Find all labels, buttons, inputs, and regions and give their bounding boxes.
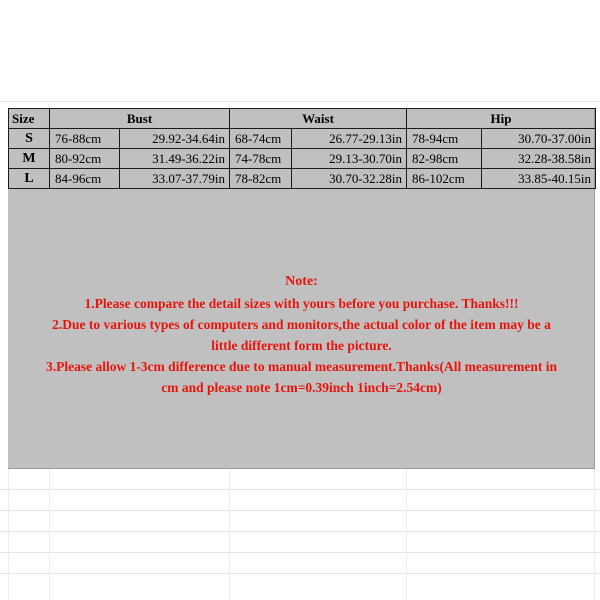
note-line-2a: 2.Due to various types of computers and monitors,the actual color of the item may be a — [52, 317, 551, 332]
bust-cm-cell: 76-88cm — [50, 129, 120, 149]
size-header: Size — [9, 109, 50, 129]
note-block — [8, 271, 595, 398]
waist-cm-cell: 74-78cm — [230, 149, 292, 169]
hip-header: Hip — [407, 109, 596, 129]
table-row — [9, 129, 596, 149]
hip-cm-cell: 82-98cm — [407, 149, 482, 169]
note-line-3a: 3.Please allow 1-3cm difference due to manual measurement.Thanks(All measurement in — [45, 359, 558, 374]
bust-cm-cell: 84-96cm — [50, 169, 120, 189]
gridline — [0, 531, 600, 532]
bust-in-cell: 29.92-34.64in — [120, 129, 230, 149]
gridline — [0, 489, 600, 490]
waist-in-cell: 30.70-32.28in — [292, 169, 407, 189]
gridline — [0, 552, 600, 553]
gridline — [594, 468, 595, 600]
size-cell: M — [9, 149, 50, 169]
size-cell: L — [9, 169, 50, 189]
note-line-1: 1.Please compare the detail sizes with yours before you purchase. Thanks!!! — [84, 296, 519, 311]
hip-in-cell: 33.85-40.15in — [482, 169, 596, 189]
waist-header: Waist — [230, 109, 407, 129]
gridline — [0, 101, 600, 102]
note-line-2b: little different form the picture. — [211, 338, 392, 353]
waist-in-cell: 29.13-30.70in — [292, 149, 407, 169]
bust-in-cell: 31.49-36.22in — [120, 149, 230, 169]
waist-cm-cell: 78-82cm — [230, 169, 292, 189]
size-chart-sheet — [8, 108, 595, 469]
note-title: Note: — [285, 274, 318, 289]
bust-header: Bust — [50, 109, 230, 129]
bust-in-cell: 33.07-37.79in — [120, 169, 230, 189]
size-cell: S — [9, 129, 50, 149]
table-row — [9, 149, 596, 169]
gridline — [8, 468, 9, 600]
gridline — [0, 510, 600, 511]
bust-cm-cell: 80-92cm — [50, 149, 120, 169]
table-header-row — [9, 109, 596, 129]
hip-in-cell: 30.70-37.00in — [482, 129, 596, 149]
gridline — [49, 468, 50, 600]
hip-in-cell: 32.28-38.58in — [482, 149, 596, 169]
gridline — [0, 573, 600, 574]
gridline — [229, 468, 230, 600]
table-row — [9, 169, 596, 189]
hip-cm-cell: 86-102cm — [407, 169, 482, 189]
waist-in-cell: 26.77-29.13in — [292, 129, 407, 149]
note-line-3b: cm and please note 1cm=0.39inch 1inch=2.54cm) — [161, 380, 442, 395]
gridline — [406, 468, 407, 600]
waist-cm-cell: 68-74cm — [230, 129, 292, 149]
size-table — [8, 108, 596, 189]
hip-cm-cell: 78-94cm — [407, 129, 482, 149]
